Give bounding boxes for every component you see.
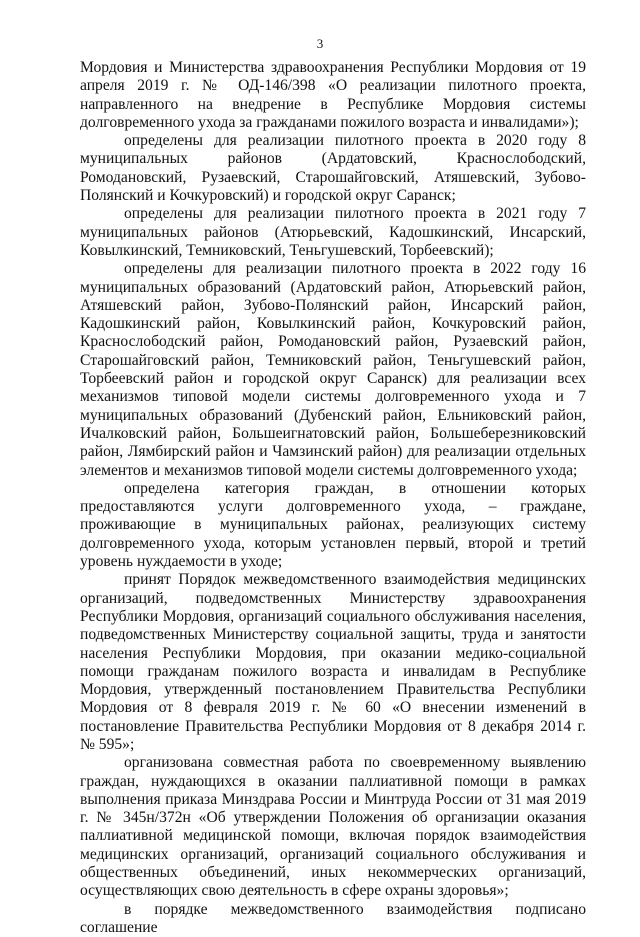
paragraph-2021-districts: определены для реализации пилотного проекта в 2021 году 7 муниципальных районов (Атюрьевский, Кадошкинский, Инсарский, Ковылкинский, Темниковский, Теньгушевский, Торбеевский); <box>80 205 586 259</box>
paragraph-palliative-care: организована совместная работа по своевременному выявлению граждан, нуждающихся в оказании паллиативной помощи в рамках выполнения приказа Минздрава России и Минтруда России от 31 мая 2019 г. № 345н/372н «Об утверждении Положения об организации оказания паллиативной медицинской помощи, включая порядок взаимодействия медицинских организаций, организаций социального обслуживания и общественных объединений, иных некоммерческих организаций, осуществляющих свою деятельность в сфере охраны здоровья»; <box>80 754 586 900</box>
page-number: 3 <box>316 36 324 51</box>
paragraph-citizen-category: определена категория граждан, в отношении которых предоставляются услуги долговременного ухода, – граждане, проживающие в муниципальных районах, реализующих систему долговременного ухода, которым установлен первый, второй и третий уровень нуждаемости в уходе; <box>80 479 586 571</box>
paragraph-2022-districts: определены для реализации пилотного проекта в 2022 году 16 муниципальных образований (Ардатовский район, Атюрьевский район, Атяшевский район, Зубово-Полянский район, Инсарский район, Кадошкинский район, Ковылкинский район, Кочкуровский район, Краснослободский район, Ромодановский район, Рузаевский район, Старошайговский район, Темниковский район, Теньгушевский район, Торбеевский район и городской округ Саранск) для реализации всех механизмов типовой модели системы долговременного ухода и 7 муниципальных образований (Дубенский район, Ельниковский район, Ичалковский район, Большеигнатовский район, Большеберезниковский район, Лямбирский район и Чамзинский район) для реализации отдельных элементов и механизмов типовой модели системы долговременного ухода; <box>80 260 586 479</box>
paragraph-agreement: в порядке межведомственного взаимодействия подписано соглашение <box>80 900 586 936</box>
paragraph-2020-districts: определены для реализации пилотного проекта в 2020 году 8 муниципальных районов (Ардатовский, Краснослободский, Ромодановский, Рузаевский, Старошайговский, Атяшевский, Зубово-Полянский и Кочкуровский) и городской округ Саранск; <box>80 132 586 205</box>
paragraph-continuation: Мордовия и Министерства здравоохранения Республики Мордовия от 19 апреля 2019 г. № ОД-146/398 «О реализации пилотного проекта, направленного на внедрение в Республике Мордовия системы долговременного ухода за гражданами пожилого возраста и инвалидами»); <box>80 59 586 131</box>
paragraph-interagency-procedure: принят Порядок межведомственного взаимодействия медицинских организаций, подведомственных Министерству здравоохранения Республики Мордовия, организаций социального обслуживания населения, подведомственных Министерству социальной защиты, труда и занятости населения Республики Мордовия, при оказании медико-социальной помощи гражданам пожилого возраста и инвалидам в Республике Мордовия, утвержденный постановлением Правительства Республики Мордовия от 8 февраля 2019 г. № 60 «О внесении изменений в постановление Правительства Республики Мордовия от 8 декабря 2014 г. № 595»; <box>80 571 586 753</box>
document-body <box>80 59 586 937</box>
